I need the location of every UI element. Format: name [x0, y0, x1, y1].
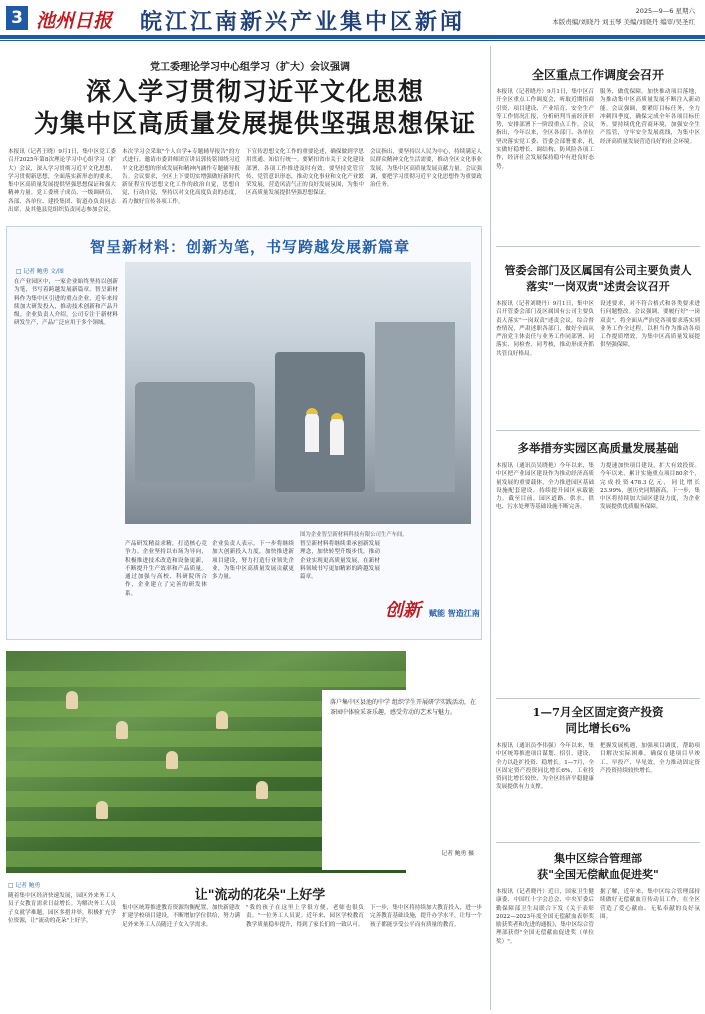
- right-bottom-headline-line2: 获"全国无偿献血促进奖": [537, 868, 659, 881]
- feature-column-4: 智呈新材料将继续秉承创新发展理念，加快转型升级步伐，推动企业实现更高质量发展，在新材料领域书写更加精彩的跨越发展篇章。: [300, 541, 380, 581]
- lead-column-4: 会议指出，要坚持以人民为中心，持续满足人民群众精神文化生活需要，推动全区文化事业发展，为集中区高质量发展贡献力量。会议强调，要把学习贯彻习近平文化思想作为重要政治任务。: [370, 149, 482, 189]
- right-bottom-headline-line1: 集中区综合管理部: [554, 852, 642, 865]
- tea-photo-caption: 落户集中区县池的中学 组织学生开展研学实践活动，在茶园中体验采茶乐趣，感受劳动的艺术与魅力。: [330, 699, 476, 716]
- right-mid-column-2: 设述要求，对不符合格式和各类要求进行问题整改。会议强调，要履行好"一岗双责"，将全面从严治党各项要求落实到业务工作全过程，以担当作为推动各项工作提质增效，为集中区高质量发展提供坚强保障。: [600, 301, 700, 349]
- newspaper-logo: 池州日报: [36, 10, 113, 32]
- slogan-sub: 赋能 智造江南: [429, 608, 480, 618]
- section-divider: [496, 698, 700, 699]
- factory-photo: [125, 262, 471, 524]
- feature-slogan: [385, 596, 480, 632]
- right-bottom-column-2: 据了解，近年来，集中区综合管理部持续做好无偿献血宣传动员工作，在全区营造了爱心献血、无私奉献的良好氛围。: [600, 889, 700, 920]
- lead-column-3: 下宣传思想文化工作的重要论述，确保做到学思用贯通、知信行统一。要紧扣省市关于文化建设部署，各项工作推进及时有效。要坚持党管宣传、党管意识形态，推动文化事业和文化产业繁荣发展，营造风清气正的良好发展氛围，为集中区高质量发展提供坚强思想保证。: [246, 149, 364, 197]
- feature-headline: 智呈新材料：创新为笔，书写跨越发展新篇章: [89, 238, 410, 256]
- right-invest-column-1: 本报讯（通讯员李伟强）今年以来，集中区统筹推进项目谋划、招引、建设，全力以赴扩投资、稳增长。1—7月，全区固定资产投资同比增长6%，工业投资同比增长较快，为全区经济平稳健康发展提供有力支撑。: [496, 743, 594, 791]
- lead-column-2: 本次学习会采取"个人自学+专题辅导报告"的方式进行。邀请市委讲师团宣讲员郭传铭围绕习近平文化思想的形成发展和精神内涵作专题辅导报告。会议要求，全区上下要切实增强做好新时代新征程宣传思想文化工作的政治自觉，思想自觉，行动自觉，坚持以对文化高度负责的态度，着力做好宣传各项工作。: [122, 149, 240, 205]
- masthead: [0, 0, 705, 34]
- right-lower-column-2: 力提速加快项目建设，扩大有效投资。今年以来，累计实施重点项目80余个，完成投资478.3亿元，同比增长23.99%，创历史同期新高。下一步，集中区将持续加大园区建设力度，为企业发展提供优质服务保障。: [600, 463, 700, 511]
- editor-line: 本版责编/刘晓丹 刘玉琴 美编/刘晓丹 编审/吴圣红: [552, 18, 695, 26]
- feature-column-1: 在产业园区中，一家企业始终坚持以创新为笔，书写着跨越发展新篇章。智呈新材料作为集中区引进的重点企业，近年来持续加大研发投入，推动技术创新和产品升级。企业负责人介绍，公司专注于新材料研发生产，产品广泛应用于多个领域。: [14, 279, 118, 327]
- right-mid-column-1: 本报讯（记者刘晓丹）9月1日，集中区召开管委会部门及区属国有公司主要负责人落实"一岗双责"述责会议，综合督查情况，严肃述职各部门，做好全面从严治党主体责任与业务工作同部署、同落实、同检查、同考核，推动形成齐抓共管良好格局。: [496, 301, 594, 357]
- section-divider: [496, 430, 700, 431]
- lead-headline-line2: 为集中区高质量发展提供坚强思想保证: [33, 109, 476, 138]
- section-divider: [496, 842, 700, 843]
- page-number: 3: [6, 6, 28, 30]
- feature-column-2: 产品研发精益求精，打造核心竞争力。企业坚持以市场为导向，积极推进技术改造和设备更新，不断提升生产效率和产品质量。通过加强与高校、科研院所合作，企业建立了完善的研发体系。: [125, 541, 207, 597]
- bottom-headline: 让"流动的花朵"上好学: [194, 888, 326, 903]
- bottom-column-4: 下一步，集中区将持续加大教育投入，进一步完善教育基础设施，提升办学水平，让每一个孩子都能享受公平而有质量的教育。: [370, 905, 482, 928]
- right-top-headline: 全区重点工作调度会召开: [531, 68, 664, 82]
- bottom-column-1: 随着集中区经济快速发展，园区外来务工人员子女教育需求日益增长。为解决务工人员子女就学难题，园区多措并举，积极扩充学位资源，让"流动的花朵"上好学。: [8, 893, 116, 924]
- lead-kicker: 党工委理论学习中心组学习（扩大）会议强调: [150, 62, 350, 73]
- right-top-column-2: 服务，做优保障。加快推动项目落地，为推动集中区高质量发展不断注入新动能。会议强调，要紧盯目标任务，全力冲刺四季度，确保完成全年各项目标任务。要持续优化营商环境，加强安全生产监管，守牢安全发展底线，为集中区经济高质量发展营造良好的社会环境。: [600, 89, 700, 145]
- factory-photo-caption: 图为企业智呈新材料科技有限公司生产车间。: [300, 532, 408, 538]
- right-invest-headline-line2: 同比增长6%: [565, 721, 631, 735]
- date-line: 2025—9—6 星期六: [635, 7, 695, 15]
- tea-caption-box: [322, 690, 482, 870]
- section-title: 皖江江南新兴产业集中区新闻: [140, 9, 466, 35]
- right-bottom-column-1: 本报讯（记者晓丹）近日，国家卫生健康委、中国红十字会总会、中央军委后勤保障部卫生局联合下发《关于表彰2022—2023年度全国无偿献血表彰奖励获奖者和先进的通报》，集中区综合管理部获得"全国无偿献血促进奖（单位奖）"。: [496, 889, 594, 945]
- masthead-meta: [552, 6, 695, 28]
- right-mid-headline-line1: 管委会部门及区属国有公司主要负责人: [504, 264, 692, 277]
- right-invest-headline-line1: 1—7月全区固定资产投资: [532, 705, 664, 719]
- bottom-column-3: "我的孩子在这里上学很方便，老师也很负责。"一位务工人员说。近年来，园区学校教育教学质量稳步提升，得到了家长们的一致认可。: [246, 905, 364, 928]
- column-divider: [490, 46, 491, 1010]
- right-lower-column-1: 本报讯（通讯员吴晓艳）今年以来，集中区把产业园区建设作为推动经济高质量发展的重要载体，全力推进园区基础设施配套建设，持续提升园区承载能力。截至目前，园区道路、供水、供电、污水处理等基础设施不断完善。: [496, 463, 594, 511]
- bottom-column-2: 集中区统筹推进教育资源均衡配置，加快新建改扩建学校项目建设，不断增加学位供给，努力满足外来务工人员随迁子女入学需求。: [122, 905, 240, 928]
- header-rule-thin: [0, 40, 705, 41]
- feature-byline: □ 记者 鲍勇 文/图: [16, 269, 64, 275]
- right-mid-headline-line2: 落实"一岗双责"述责会议召开: [526, 280, 670, 293]
- slogan-main: 创新: [385, 600, 421, 621]
- bottom-byline: □ 记者 鲍勇: [8, 883, 41, 889]
- tea-photo-credit: 记者 鲍勇 摄: [441, 851, 474, 857]
- lead-column-1: 本报讯（记者王晓）9月1日，集中区党工委召开2025年第8次理论学习中心组学习（扩大）会议，深入学习贯彻习近平文化思想，学习贯彻新思想，全面落实新形态的要求。集中区高质量发展提供坚强思想保证和强大精神力量。党工委班子成员、一级调研员，各部、各单位、建投集团、街道办负责同志出席，及其他县党组织负责同志参加会议。: [8, 149, 116, 214]
- section-divider: [496, 246, 700, 247]
- right-invest-column-2: 把握发展机遇，加强项目调度，帮助项目解决实际困难，确保在建项目早竣工、早投产、早见效，全力推动固定资产投资持续较快增长。: [600, 743, 700, 774]
- header-rule: [0, 35, 705, 39]
- feature-column-3: 企业负责人表示，下一步将继续加大创新投入力度，加快推进新项目建设，努力打造行业领先企业，为集中区高质量发展贡献更多力量。: [212, 541, 294, 581]
- lead-headline-line1: 深入学习贯彻习近平文化思想: [85, 77, 424, 106]
- right-lower-headline: 多举措夯实园区高质量发展基础: [517, 441, 679, 455]
- right-top-column-1: 本报讯（记者晓丹）9月1日，集中区召开全区重点工作调度会，听取近期招商引资、项目建设、产业培育、安全生产等工作情况汇报，分析研判当前经济形势，安排部署下一阶段重点工作。会议指出，今年以来，全区各部门、各单位坚决落实党工委、管委会部署要求，扎实做好稳增长、调结构、防风险各项工作，经济社会发展保持稳中有进良好态势。: [496, 89, 594, 170]
